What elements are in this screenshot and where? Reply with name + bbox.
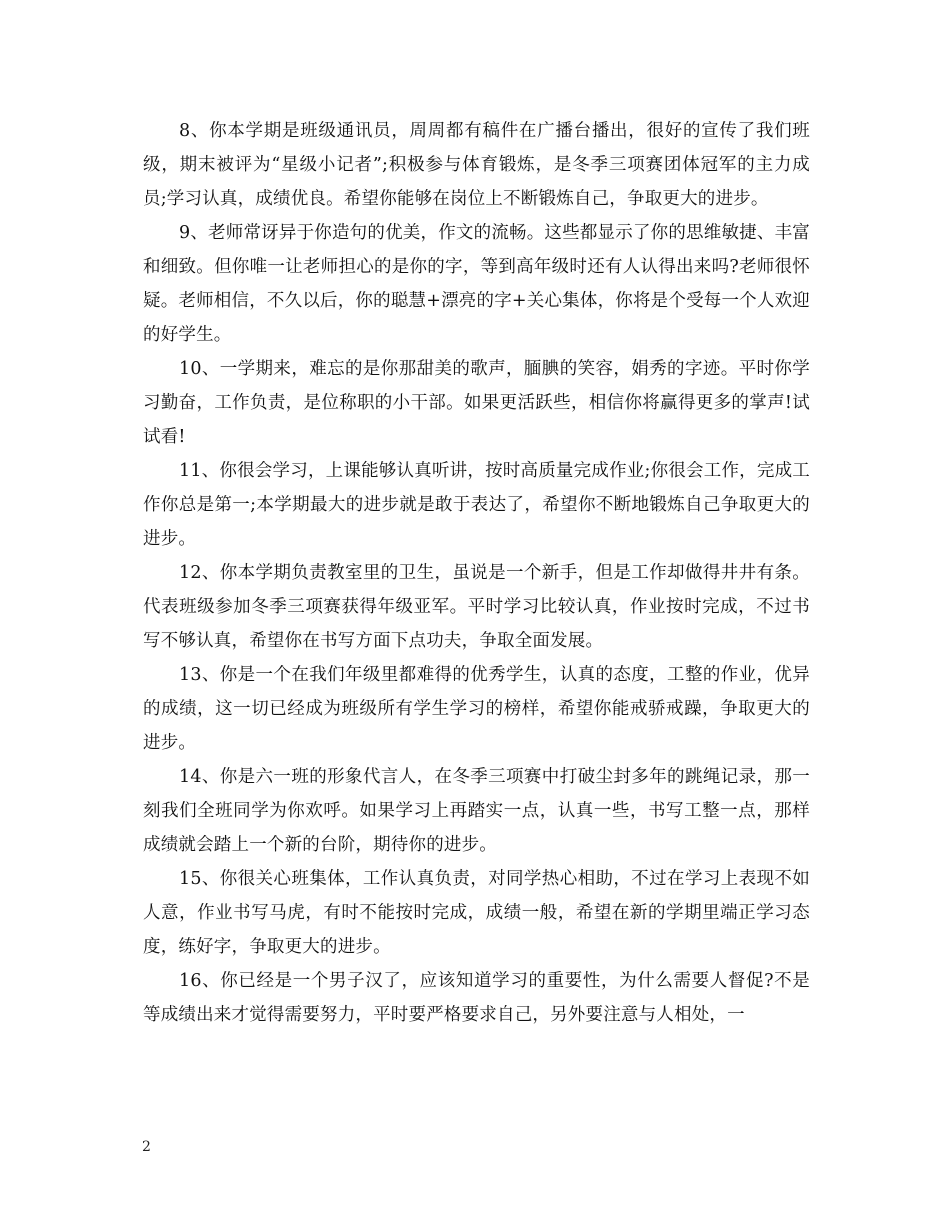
- comment-paragraph-16: 16、你已经是一个男子汉了，应该知道学习的重要性，为什么需要人督促?不是等成绩出来才觉得需要努力，平时要严格要求自己，另外要注意与人相处，一: [143, 971, 810, 1025]
- comment-paragraph-14: 14、你是六一班的形象代言人，在冬季三项赛中打破尘封多年的跳绳记录，那一刻我们全班同学为你欢呼。如果学习上再踏实一点，认真一些，书写工整一点，那样成绩就会踏上一个新的台阶，期待你的进步。: [143, 767, 810, 855]
- page-number: 2: [142, 1139, 151, 1155]
- comment-paragraph-12: 12、你本学期负责教室里的卫生，虽说是一个新手，但是工作却做得井井有条。代表班级参加冬季三项赛获得年级亚军。平时学习比较认真，作业按时完成，不过书写不够认真，希望你在书写方面下点功夫，争取全面发展。: [143, 563, 810, 651]
- comment-paragraph-10: 10、一学期来，难忘的是你那甜美的歌声，腼腆的笑容，娟秀的字迹。平时你学习勤奋，工作负责，是位称职的小干部。如果更活跃些，相信你将赢得更多的掌声!试试看!: [143, 359, 810, 447]
- comment-paragraph-13: 13、你是一个在我们年级里都难得的优秀学生，认真的态度，工整的作业，优异的成绩，这一切已经成为班级所有学生学习的榜样，希望你能戒骄戒躁，争取更大的进步。: [143, 665, 810, 753]
- comment-paragraph-15: 15、你很关心班集体，工作认真负责，对同学热心相助，不过在学习上表现不如人意，作业书写马虎，有时不能按时完成，成绩一般，希望在新的学期里端正学习态度，练好字，争取更大的进步。: [143, 869, 810, 957]
- comment-paragraph-11: 11、你很会学习，上课能够认真听讲，按时高质量完成作业;你很会工作，完成工作你总是第一;本学期最大的进步就是敢于表达了，希望你不断地锻炼自己争取更大的进步。: [143, 461, 810, 549]
- comment-paragraph-9: 9、老师常讶异于你造句的优美，作文的流畅。这些都显示了你的思维敏捷、丰富和细致。但你唯一让老师担心的是你的字，等到高年级时还有人认得出来吗?老师很怀疑。老师相信，不久以后，你的聪慧+漂亮的字+关心集体，你将是个受每一个人欢迎的好学生。: [143, 223, 810, 345]
- document-body: [143, 114, 810, 1032]
- comment-paragraph-8: 8、你本学期是班级通讯员，周周都有稿件在广播台播出，很好的宣传了我们班级，期末被评为“星级小记者”;积极参与体育锻炼，是冬季三项赛团体冠军的主力成员;学习认真，成绩优良。希望你能够在岗位上不断锻炼自己，争取更大的进步。: [143, 121, 810, 209]
